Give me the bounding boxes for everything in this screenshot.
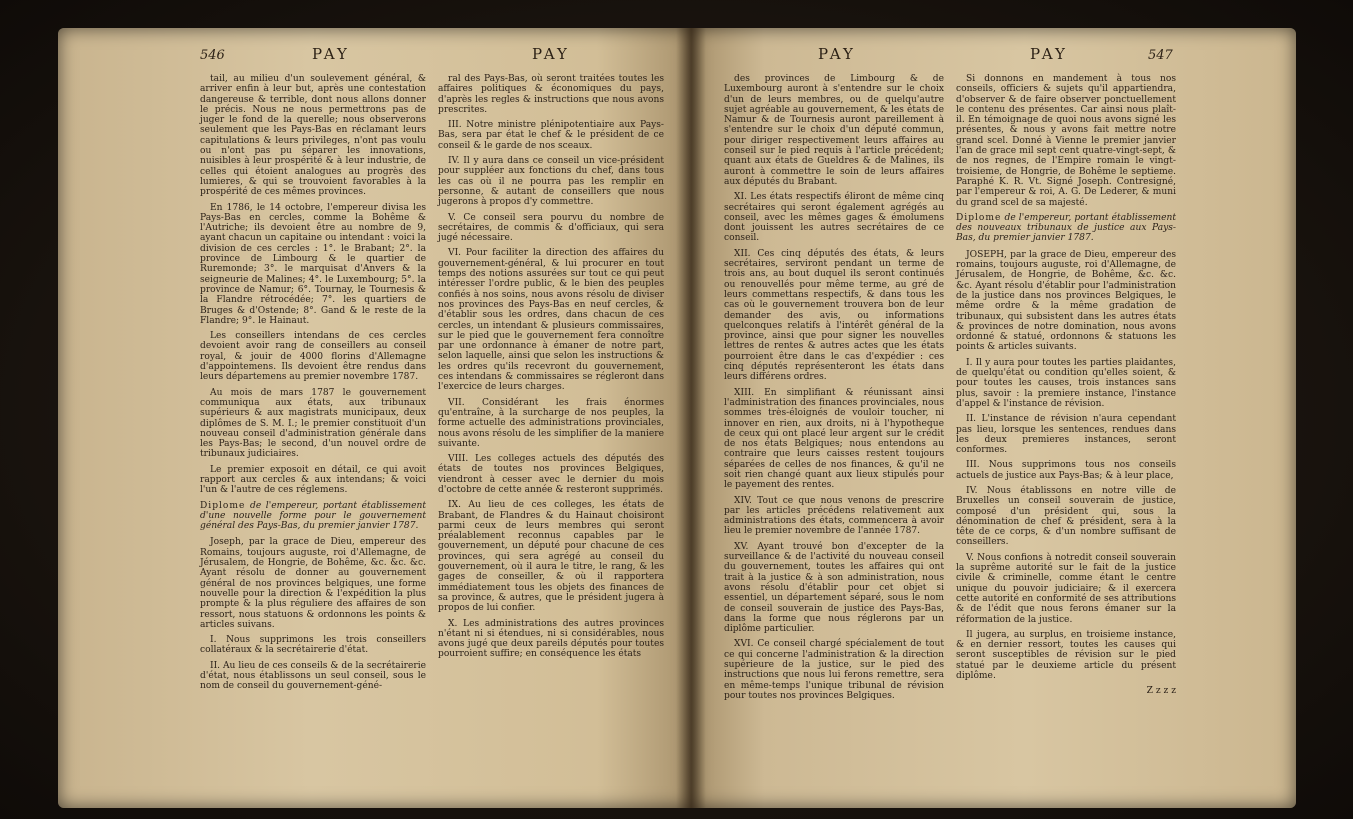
paragraph: tail, au milieu d'un soulevement général, & arriver enfin à leur but, après une contestation dangereuse & terrible, dont nous allons donner le précis. Nous ne nous permettrons pas de juger le fond de la querelle; nous observerons seulement que les Pays-Bas en réclamant leurs capitulations & leurs privileges, n'ont pas voulu ou n'ont pas pu séparer les innovations, nuisibles à leur prospérité & à leur industrie, de celles qui étoient analogues au progrès des lumieres, & qui se trouvoient favorables à la prospérité de ces mêmes provinces. xyxy=(200,74,426,198)
paragraph: Les conseillers intendans de ces cercles devoient avoir rang de conseillers au conseil royal, & jouir de 4000 florins d'Allemagne d'appointemens. Ils devoient être rendus dans leurs départemens au premier novembre 1787. xyxy=(200,331,426,383)
right-header-left: PAY xyxy=(818,45,856,63)
paragraph: V. Ce conseil sera pourvu du nombre de secrétaires, de commis & d'officiaux, qui sera jugé nécessaire. xyxy=(438,212,664,244)
paragraph: IX. Au lieu de ces colleges, les états de Brabant, de Flandres & du Hainaut choisiront parmi ceux de leurs membres qui seront préalablement reconnus capables par le gouvernement, un député pour chacune de ces provinces, qui sera agrégé au conseil du gouvernement, où il aura le titre, le rang, & les gages de conseiller, & où il rapportera immédiatement tous les objets des finances de sa province, & autres, que le président jugera à propos de lui confier. xyxy=(438,500,664,614)
paragraph: XII. Ces cinq députés des états, & leurs secrétaires, serviront pendant un terme de trois ans, au bout duquel ils seront continués ou renouvellés pour même terme, au gré de leurs commettans respectifs, & dans tous les cas où le gouvernement trouvera bon de leur demander des avis, ou informations quelconques relatifs à l'intérêt général de la province, ainsi que pour signer les nouvelles lettres de rentes & autres actes que les états pourroient être dans le cas d'expédier : ces cinq députés représenteront les états dans leurs différens ordres. xyxy=(724,248,944,383)
paragraph: VIII. Les colleges actuels des députés des états de toutes nos provinces Belgiques, viendront à cesser avec le dernier du mois d'octobre de cette année & resteront supprimés. xyxy=(438,454,664,495)
paragraph: I. Nous supprimons les trois conseillers collatéraux & la secrétairerie d'état. xyxy=(200,635,426,656)
right-column-2 xyxy=(956,74,1176,702)
diploma-title-rest: de l'empereur, portant établissement d'une nouvelle forme pour le gouvernement général des Pays-Bas, du premier janvier 1787. xyxy=(200,500,426,532)
paragraph: Le premier exposoit en détail, ce qui avoit rapport aux cercles & aux intendans; & voici l'un & l'autre de ces réglemens. xyxy=(200,464,426,496)
diploma-title xyxy=(956,213,1176,244)
paragraph: JOSEPH, par la grace de Dieu, empereur des romains, toujours auguste, roi d'Allemagne, de Jérusalem, de Hongrie, de Bohême, &c. &c. &c. Ayant résolu d'établir pour l'administration de la justice dans nos provinces Belgiques, le même ordre & la même gradation de tribunaux, qui subsistent dans les autres états & provinces de notre domination, nous avons ordonné & statué, ordonnons & statuons les points & articles suivants. xyxy=(956,249,1176,353)
paragraph: XIV. Tout ce que nous venons de prescrire par les articles précédens relativement aux administrations des états, commencera à avoir lieu le premier novembre de l'année 1787. xyxy=(724,495,944,537)
diploma-title-lead: Diplome xyxy=(956,212,1002,223)
paragraph: ral des Pays-Bas, où seront traitées toutes les affaires politiques & économiques du pays, d'après les regles & instructions que nous avons prescrites. xyxy=(438,74,664,115)
paragraph: XV. Ayant trouvé bon d'excepter de la surveillance & de l'activité du nouveau conseil du gouvernement, toutes les affaires qui ont trait à la justice & à son administration, nous avons résolu d'établir pour cet objet si essentiel, un département séparé, sous le nom de conseil souverain de justice des Pays-Bas, dans la forme que nous réglerons par un diplôme particulier. xyxy=(724,541,944,635)
right-page-number: 547 xyxy=(1148,48,1173,63)
paragraph: Au mois de mars 1787 le gouvernement communiqua aux états, aux tribunaux supérieurs & aux magistrats municipaux, deux diplômes de S. M. I.; le premier constituoit d'un nouveau conseil d'administration générale dans les Pays-Bas; le second, d'un nouvel ordre de tribunaux judiciaires. xyxy=(200,387,426,460)
paragraph: VII. Considérant les frais énormes qu'entraîne, à la surcharge de nos peuples, la forme actuelle des administrations provinciales, nous avons résolu de les simplifier de la maniere suivante. xyxy=(438,397,664,449)
left-page-number: 546 xyxy=(200,48,225,63)
paragraph: Si donnons en mandement à tous nos conseils, officiers & sujets qu'il appartiendra, d'observer & de faire observer ponctuellement le contenu des présentes. Car ainsi nous plaît-il. En témoignage de quoi nous avons signé les présentes, & nous y avons fait mettre notre grand scel. Donné à Vienne le premier janvier l'an de grace mil sept cent quatre-vingt-sept, & de nos regnes, de l'Empire romain le vingt-troisieme, de Hongrie, de Bohême le septieme. Paraphé K. R. Vt. Signé Joseph. Contresigné, par l'empereur & roi, A. G. De Lederer, & muni du grand scel de sa majesté. xyxy=(956,74,1176,208)
paragraph: XI. Les états respectifs éliront de même cinq secrétaires qui seront également agrégés au conseil, avec les mêmes gages & émolumens dont jouissent les autres secrétaires de ce conseil. xyxy=(724,192,944,244)
paragraph: IV. Il y aura dans ce conseil un vice-président pour suppléer aux fonctions du chef, dans tous les cas où il ne pourra pas les remplir en personne, & autant de conseillers que nous jugerons à propos d'y commettre. xyxy=(438,156,664,208)
paragraph: III. Notre ministre plénipotentiaire aux Pays-Bas, sera par état le chef & le président de ce conseil & le garde de nos sceaux. xyxy=(438,120,664,151)
paragraph: XIII. En simplifiant & réunissant ainsi l'administration des finances provinciales, nous sommes très-éloignés de vouloir toucher, ni innover en rien, aux droits, ni à l'hypotheque de ceux qui ont placé leur argent sur le crédit de nos états Belgiques; nous entendons au contraire que leurs caisses restent toujours séparées de celles de nos finances, & qu'il ne soit rien changé quant aux lieux stipulés pour le payement des rentes. xyxy=(724,387,944,491)
left-header-right: PAY xyxy=(532,45,570,63)
paragraph: En 1786, le 14 octobre, l'empereur divisa les Pays-Bas en cercles, comme la Bohême & l'Autriche; ils devoient être au nombre de 9, ayant chacun un capitaine ou intendant : voici la division de ces cercles : 1°. le Brabant; 2°. la province de Limbourg & le quartier de Ruremonde; 3°. le marquisat d'Anvers & la seigneurie de Malines; 4°. le Luxembourg; 5°. la province de Namur; 6°. Tournay, le Tournesis & la Flandre rétrocédée; 7°. les quartiers de Bruges & d'Ostende; 8°. Gand & le reste de la Flandre; 9°. le Hainaut. xyxy=(200,202,426,326)
signature-mark: Z z z z xyxy=(1146,686,1176,697)
diploma-title-rest: de l'empereur, portant établissement des nouveaux tribunaux de justice aux Pays-Bas, du premier janvier 1787. xyxy=(956,212,1176,244)
paragraph: Il jugera, au surplus, en troisieme instance, & en dernier ressort, toutes les causes qui seront susceptibles de révision sur le pied statué par le deuxieme article du présent diplôme. xyxy=(956,629,1176,682)
paragraph: II. L'instance de révision n'aura cependant pas lieu, lorsque les sentences, rendues dans les deux premieres instances, seront conformes. xyxy=(956,414,1176,456)
paragraph: IV. Nous établissons en notre ville de Bruxelles un conseil souverain de justice, composé d'un président qui, sous la dénomination de chef & président, sera à la tête de ce corps, & d'un nombre suffisant de conseillers. xyxy=(956,485,1176,548)
paragraph: VI. Pour faciliter la direction des affaires du gouvernement-général, & lui procurer en tout temps des notions assurées sur tout ce qui peut intéresser l'ordre public, & le bien des peuples confiés à nos soins, nous avons résolu de diviser nos provinces des Pays-Bas en neuf cercles, & d'établir sous les ordres, dans chacun de ces cercles, un intendant & plusieurs commissaires, sur le pied que le gouvernement fera connoître par une ordonnance à émaner de notre part, selon laquelle, ainsi que selon les instructions & les ordres qu'ils recevront du gouvernement, ces intendans & commissaires se régleront dans l'exercice de leurs charges. xyxy=(438,248,664,393)
left-column-2 xyxy=(438,74,664,665)
paragraph: des provinces de Limbourg & de Luxembourg auront à s'entendre sur le choix d'un de leurs membres, ou de quelqu'autre sujet agréable au gouvernement, & les états de Namur & de Tournesis auront pareillement à s'entendre sur le choix d'un député commun, pour diriger respectivement leurs affaires au conseil sur le pied requis à l'article précédent; quant aux états de Gueldres & de Malines, ils auront à commettre le soin de leurs affaires aux députés du Brabant. xyxy=(724,74,944,187)
paragraph: V. Nous confions à notredit conseil souverain la suprême autorité sur le fait de la justice civile & criminelle, comme étant le centre unique du pouvoir judiciaire; & il exercera cette autorité en conformité de ses attributions & de l'édit que nous ferons émaner sur la réformation de la justice. xyxy=(956,552,1176,625)
paragraph: X. Les administrations des autres provinces n'étant ni si étendues, ni si considérables, nous avons jugé que deux pareils députés pour toutes pourroient suffire; en conséquence les états xyxy=(438,618,664,660)
right-column-1 xyxy=(724,74,944,706)
right-header-right: PAY xyxy=(1030,45,1068,63)
left-column-1 xyxy=(200,74,426,697)
diploma-title xyxy=(200,501,426,532)
paragraph: II. Au lieu de ces conseils & de la secrétairerie d'état, nous établissons un seul conseil, sous le nom de conseil du gouvernement-géné- xyxy=(200,660,426,692)
diploma-title-lead: Diplome xyxy=(200,500,246,511)
left-header-left: PAY xyxy=(312,45,350,63)
paragraph: XVI. Ce conseil chargé spécialement de tout ce qui concerne l'administration & la direction supérieure de la justice, sur le pied des instructions que nous lui ferons remettre, sera en même-temps l'unique tribunal de révision pour toutes nos provinces Belgiques. xyxy=(724,639,944,701)
paragraph: Joseph, par la grace de Dieu, empereur des Romains, toujours auguste, roi d'Allemagne, de Jérusalem, de Hongrie, de Bohême, &c. &c. &c. Ayant résolu de donner au gouvernement général de nos provinces belgiques, une forme nouvelle pour la direction & l'expédition la plus prompte & la plus réguliere des affaires de son ressort, nous statuons & ordonnons les points & articles suivans. xyxy=(200,537,426,630)
paragraph: I. Il y aura pour toutes les parties plaidantes, de quelqu'état ou condition qu'elles soient, & pour toutes les causes, trois instances sans plus, savoir : la premiere instance, l'instance d'appel & l'instance de révision. xyxy=(956,357,1176,409)
paragraph: III. Nous supprimons tous nos conseils actuels de justice aux Pays-Bas; & à leur place, xyxy=(956,460,1176,481)
